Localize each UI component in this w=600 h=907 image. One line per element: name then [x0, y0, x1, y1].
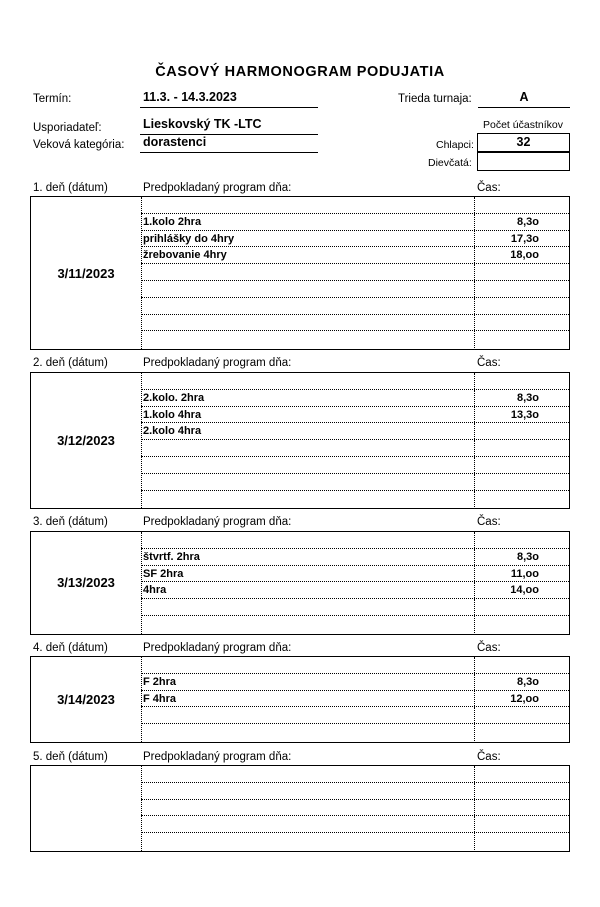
program-item: 1.kolo 4hra — [143, 408, 202, 421]
program-row[interactable] — [141, 423, 569, 440]
program-rows — [141, 197, 569, 348]
program-label: Predpokladaný program dňa: — [143, 182, 292, 194]
day-date[interactable]: 3/13/2023 — [31, 532, 142, 634]
program-time: 14,oo — [474, 582, 569, 598]
chlapci-field[interactable] — [477, 133, 570, 152]
program-rows — [141, 532, 569, 633]
time-label: Čas: — [477, 516, 501, 528]
program-time — [474, 783, 569, 799]
program-item: F 2hra — [143, 675, 177, 688]
program-item: 2.kolo. 2hra — [143, 391, 205, 404]
termin-label: Termín: — [33, 93, 72, 105]
program-row[interactable] — [141, 532, 569, 549]
program-row[interactable] — [141, 298, 569, 315]
day-box — [30, 372, 570, 509]
trieda-value: A — [519, 90, 529, 104]
program-item: prihlášky do 4hry — [143, 232, 235, 245]
program-time — [474, 833, 569, 850]
program-time — [474, 423, 569, 439]
program-row[interactable] — [141, 766, 569, 783]
program-item: 2.kolo 4hra — [143, 425, 202, 438]
program-time — [474, 724, 569, 741]
day-box — [30, 765, 570, 852]
program-time — [474, 457, 569, 473]
program-time — [474, 440, 569, 456]
day-box — [30, 531, 570, 635]
termin-field[interactable] — [140, 89, 318, 108]
pocet-label: Počet účastníkov — [483, 119, 563, 131]
program-row[interactable] — [141, 674, 569, 691]
program-rows — [141, 373, 569, 507]
kategoria-label: Veková kategória: — [33, 139, 125, 151]
program-time — [474, 616, 569, 633]
day-label: 3. deň (dátum) — [33, 516, 108, 528]
trieda-field[interactable] — [478, 89, 570, 108]
program-time — [474, 331, 569, 348]
program-row[interactable] — [141, 440, 569, 457]
kategoria-field[interactable] — [140, 134, 318, 153]
day-box — [30, 196, 570, 350]
program-row[interactable] — [141, 833, 569, 850]
chlapci-value: 32 — [516, 135, 531, 149]
day-box — [30, 656, 570, 743]
day-date[interactable]: 3/12/2023 — [31, 373, 142, 508]
program-row[interactable] — [141, 800, 569, 817]
program-item: žrebovanie 4hry — [143, 249, 227, 262]
program-row[interactable] — [141, 724, 569, 741]
program-row[interactable] — [141, 783, 569, 800]
program-item: 4hra — [143, 584, 167, 597]
program-row[interactable] — [141, 247, 569, 264]
program-label: Predpokladaný program dňa: — [143, 516, 292, 528]
program-row[interactable] — [141, 599, 569, 616]
program-time: 8,3o — [474, 549, 569, 565]
program-row[interactable] — [141, 331, 569, 348]
program-row[interactable] — [141, 281, 569, 298]
program-time: 17,3o — [474, 231, 569, 247]
program-row[interactable] — [141, 491, 569, 508]
program-row[interactable] — [141, 390, 569, 407]
program-row[interactable] — [141, 616, 569, 633]
program-time — [474, 197, 569, 213]
program-row[interactable] — [141, 264, 569, 281]
program-label: Predpokladaný program dňa: — [143, 357, 292, 369]
chlapci-label: Chlapci: — [436, 139, 474, 151]
program-time: 18,oo — [474, 247, 569, 263]
program-time: 11,oo — [474, 566, 569, 582]
day-date[interactable]: 3/11/2023 — [31, 197, 142, 349]
time-label: Čas: — [477, 751, 501, 763]
program-time — [474, 766, 569, 782]
program-time — [474, 298, 569, 314]
program-time: 8,3o — [474, 214, 569, 230]
program-item: SF 2hra — [143, 567, 184, 580]
program-row[interactable] — [141, 315, 569, 332]
dievcata-label: Dievčatá: — [428, 157, 472, 169]
program-time — [474, 373, 569, 389]
program-label: Predpokladaný program dňa: — [143, 642, 292, 654]
time-label: Čas: — [477, 357, 501, 369]
program-time — [474, 816, 569, 832]
program-row[interactable] — [141, 566, 569, 583]
program-row[interactable] — [141, 549, 569, 566]
program-row[interactable] — [141, 373, 569, 390]
program-row[interactable] — [141, 457, 569, 474]
usporiadatel-label: Usporiadateľ: — [33, 122, 102, 134]
time-label: Čas: — [477, 182, 501, 194]
program-row[interactable] — [141, 474, 569, 491]
usporiadatel-value: Lieskovský TK -LTC — [143, 117, 262, 131]
day-label: 5. deň (dátum) — [33, 751, 108, 763]
program-row[interactable] — [141, 214, 569, 231]
program-time — [474, 264, 569, 280]
program-time: 12,oo — [474, 691, 569, 707]
program-row[interactable] — [141, 816, 569, 833]
day-date[interactable] — [31, 766, 142, 851]
program-time — [474, 800, 569, 816]
program-time — [474, 315, 569, 331]
program-row[interactable] — [141, 197, 569, 214]
program-rows — [141, 766, 569, 850]
program-row[interactable] — [141, 582, 569, 599]
program-time — [474, 599, 569, 615]
program-item: F 4hra — [143, 692, 177, 705]
program-time — [474, 281, 569, 297]
program-item: štvrtf. 2hra — [143, 550, 200, 563]
program-rows — [141, 657, 569, 741]
usporiadatel-field[interactable] — [140, 116, 318, 135]
time-label: Čas: — [477, 642, 501, 654]
kategoria-value: dorastenci — [143, 135, 207, 149]
program-time: 8,3o — [474, 390, 569, 406]
program-time: 13,3o — [474, 407, 569, 423]
program-row[interactable] — [141, 707, 569, 724]
day-date[interactable]: 3/14/2023 — [31, 657, 142, 742]
program-time — [474, 707, 569, 723]
program-row[interactable] — [141, 407, 569, 424]
page-title: ČASOVÝ HARMONOGRAM PODUJATIA — [155, 64, 445, 80]
program-row[interactable] — [141, 657, 569, 674]
program-row[interactable] — [141, 231, 569, 248]
day-label: 4. deň (dátum) — [33, 642, 108, 654]
dievcata-field[interactable] — [477, 152, 570, 171]
day-label: 1. deň (dátum) — [33, 182, 108, 194]
program-time — [474, 474, 569, 490]
program-row[interactable] — [141, 691, 569, 708]
program-time — [474, 532, 569, 548]
program-item: 1.kolo 2hra — [143, 215, 202, 228]
day-label: 2. deň (dátum) — [33, 357, 108, 369]
program-time — [474, 491, 569, 508]
program-label: Predpokladaný program dňa: — [143, 751, 292, 763]
termin-value: 11.3. - 14.3.2023 — [143, 90, 237, 104]
program-time — [474, 657, 569, 673]
program-time: 8,3o — [474, 674, 569, 690]
trieda-label: Trieda turnaja: — [398, 93, 472, 105]
